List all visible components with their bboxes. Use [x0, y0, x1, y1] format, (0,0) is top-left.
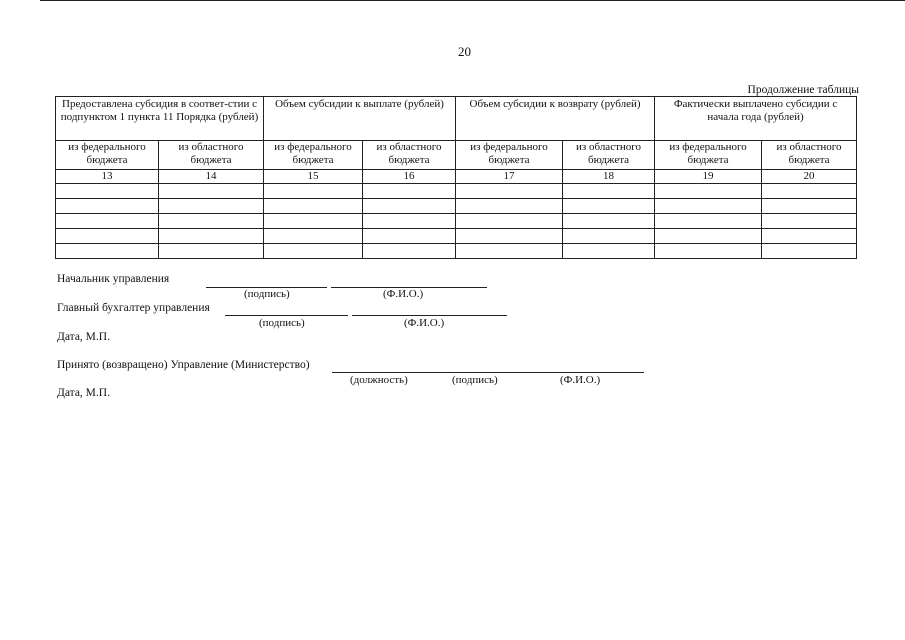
- subheader-federal: из федерального бюджета: [456, 141, 563, 170]
- table-cell: [363, 229, 456, 244]
- date-seal-label: Дата, М.П.: [57, 331, 110, 343]
- table-row: [56, 244, 857, 259]
- table-cell: [456, 199, 563, 214]
- table-cell: [655, 199, 762, 214]
- group-header-provided-subsidy: Предоставлена субсидия в соответ-стии с подпунктом 1 пункта 11 Порядка (рублей): [56, 97, 264, 141]
- table-cell: [56, 229, 159, 244]
- table-cell: [56, 184, 159, 199]
- column-number: 18: [563, 170, 655, 184]
- table-cell: [563, 244, 655, 259]
- table-cell: [56, 214, 159, 229]
- subheader-regional: из областного бюджета: [159, 141, 264, 170]
- table-cell: [655, 184, 762, 199]
- table-row: [56, 184, 857, 199]
- head-of-department-label: Начальник управления: [57, 273, 170, 285]
- table-cell: [762, 214, 857, 229]
- table-cell: [563, 229, 655, 244]
- table-cell: [456, 244, 563, 259]
- group-header-actually-paid: Фактически выплачено субсидии с начала года (рублей): [655, 97, 857, 141]
- table-cell: [56, 244, 159, 259]
- table-continuation-note: Продолжение таблицы: [747, 84, 859, 96]
- subheader-regional: из областного бюджета: [363, 141, 456, 170]
- column-number: 16: [363, 170, 456, 184]
- table-cell: [762, 184, 857, 199]
- top-border-line: [40, 0, 905, 1]
- table-cell: [762, 244, 857, 259]
- table-cell: [159, 229, 264, 244]
- table-cell: [456, 214, 563, 229]
- table-cell: [563, 184, 655, 199]
- position-caption: (должность): [350, 374, 408, 386]
- table-cell: [456, 184, 563, 199]
- table-subheader-row: [56, 141, 857, 170]
- column-number: 15: [264, 170, 363, 184]
- accepted-returned-label: Принято (возвращено) Управление (Министерство): [57, 359, 310, 371]
- table-cell: [264, 214, 363, 229]
- table-cell: [264, 184, 363, 199]
- position-signature-name-line: [332, 372, 644, 373]
- table-cell: [264, 199, 363, 214]
- table-cell: [363, 199, 456, 214]
- signature-line: [225, 315, 348, 316]
- signature-caption: (подпись): [452, 374, 498, 386]
- table-cell: [655, 229, 762, 244]
- name-line: [352, 315, 507, 316]
- column-number: 14: [159, 170, 264, 184]
- group-header-subsidy-to-pay: Объем субсидии к выплате (рублей): [264, 97, 456, 141]
- table-column-number-row: [56, 170, 857, 184]
- signature-caption: (подпись): [259, 317, 305, 329]
- table-cell: [159, 244, 264, 259]
- table-cell: [762, 229, 857, 244]
- table-cell: [563, 214, 655, 229]
- column-number: 17: [456, 170, 563, 184]
- table-cell: [56, 199, 159, 214]
- name-caption: (Ф.И.О.): [560, 374, 601, 386]
- name-caption: (Ф.И.О.): [404, 317, 445, 329]
- table-cell: [563, 199, 655, 214]
- subheader-federal: из федерального бюджета: [264, 141, 363, 170]
- table-cell: [456, 229, 563, 244]
- table-row: [56, 199, 857, 214]
- table-cell: [762, 199, 857, 214]
- date-seal-label: Дата, М.П.: [57, 387, 110, 399]
- table-cell: [159, 214, 264, 229]
- table-cell: [264, 229, 363, 244]
- table-cell: [363, 244, 456, 259]
- subheader-regional: из областного бюджета: [563, 141, 655, 170]
- group-header-subsidy-to-return: Объем субсидии к возврату (рублей): [456, 97, 655, 141]
- signature-caption: (подпись): [244, 288, 290, 300]
- table-row: [56, 229, 857, 244]
- table-cell: [655, 214, 762, 229]
- subheader-federal: из федерального бюджета: [56, 141, 159, 170]
- subsidy-table: [55, 96, 857, 259]
- table-group-header-row: [56, 97, 857, 141]
- table-cell: [363, 184, 456, 199]
- subheader-regional: из областного бюджета: [762, 141, 857, 170]
- chief-accountant-label: Главный бухгалтер управления: [57, 302, 210, 314]
- table-cell: [264, 244, 363, 259]
- table-cell: [655, 244, 762, 259]
- table-cell: [159, 199, 264, 214]
- table-cell: [363, 214, 456, 229]
- column-number: 20: [762, 170, 857, 184]
- page-number: 20: [458, 44, 471, 59]
- table-row: [56, 214, 857, 229]
- column-number: 13: [56, 170, 159, 184]
- table-cell: [159, 184, 264, 199]
- column-number: 19: [655, 170, 762, 184]
- name-caption: (Ф.И.О.): [383, 288, 424, 300]
- subheader-federal: из федерального бюджета: [655, 141, 762, 170]
